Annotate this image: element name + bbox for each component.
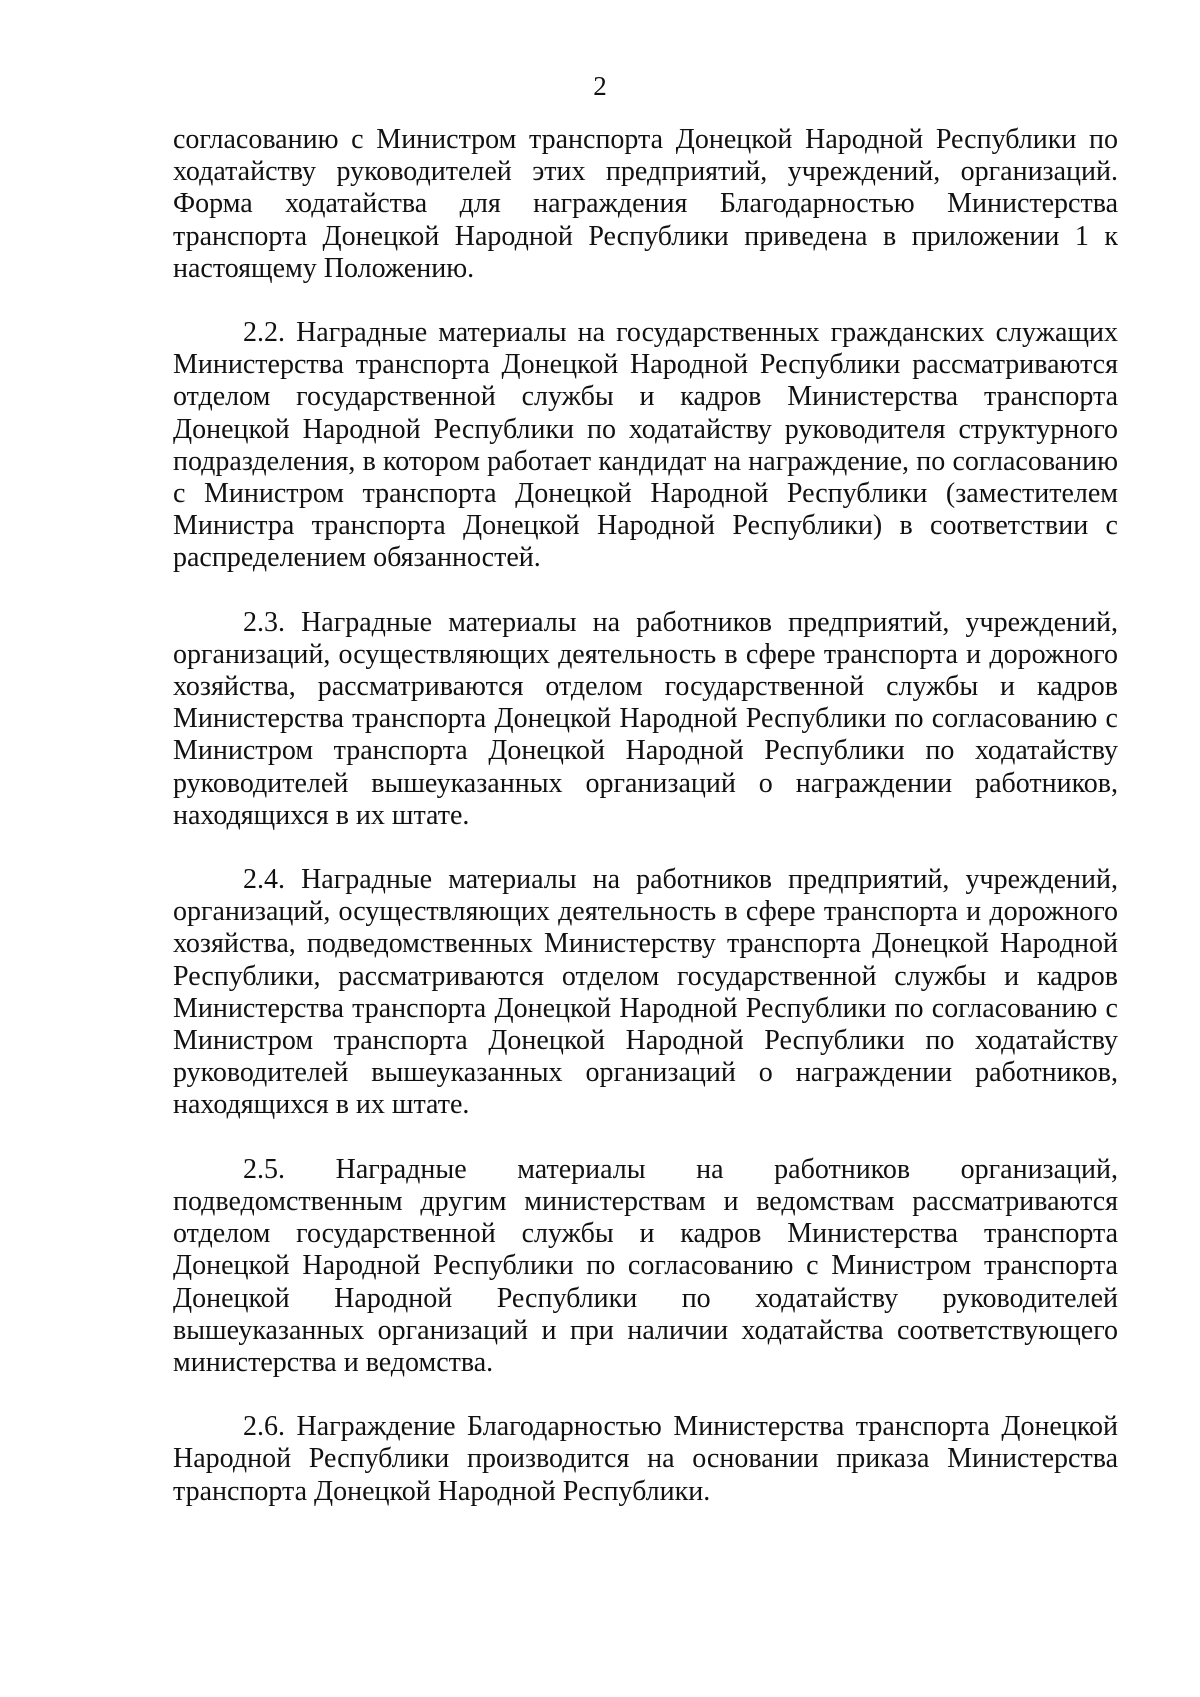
document-body	[173, 124, 1118, 1508]
paragraph-2-5: 2.5. Наградные материалы на работников организаций, подведомственным другим министерствам и ведомствам рассматриваются отделом государственной службы и кадров Министерства транспорта Донецкой Народной Республики по согласованию с Министром транспорта Донецкой Народной Республики по ходатайству руководителей вышеуказанных организаций и при наличии ходатайства соответствующего министерства и ведомства.	[173, 1153, 1118, 1378]
paragraph-2-6: 2.6. Награждение Благодарностью Министерства транспорта Донецкой Народной Республики производится на основании приказа Министерства транспорта Донецкой Народной Республики.	[173, 1411, 1118, 1507]
paragraph-2-3: 2.3. Наградные материалы на работников предприятий, учреждений, организаций, осуществляющих деятельность в сфере транспорта и дорожного хозяйства, рассматриваются отделом государственной службы и кадров Министерства транспорта Донецкой Народной Республики по согласованию с Министром транспорта Донецкой Народной Республики по ходатайству руководителей вышеуказанных организаций о награждении работников, находящихся в их штате.	[173, 606, 1118, 831]
paragraph-2-2: 2.2. Наградные материалы на государственных гражданских служащих Министерства транспорта Донецкой Народной Республики рассматриваются отделом государственной службы и кадров Министерства транспорта Донецкой Народной Республики по ходатайству руководителя структурного подразделения, в котором работает кандидат на награждение, по согласованию с Министром транспорта Донецкой Народной Республики (заместителем Министра транспорта Донецкой Народной Республики) в соответствии с распределением обязанностей.	[173, 317, 1118, 574]
page-number: 2	[593, 71, 607, 101]
paragraph-continuation: согласованию с Министром транспорта Донецкой Народной Республики по ходатайству руководителей этих предприятий, учреждений, организаций. Форма ходатайства для награждения Благодарностью Министерства транспорта Донецкой Народной Республики приведена в приложении 1 к настоящему Положению.	[173, 124, 1118, 284]
paragraph-2-4: 2.4. Наградные материалы на работников предприятий, учреждений, организаций, осуществляющих деятельность в сфере транспорта и дорожного хозяйства, подведомственных Министерству транспорта Донецкой Народной Республики, рассматриваются отделом государственной службы и кадров Министерства транспорта Донецкой Народной Республики по согласованию с Министром транспорта Донецкой Народной Республики по ходатайству руководителей вышеуказанных организаций о награждении работников, находящихся в их штате.	[173, 864, 1118, 1121]
